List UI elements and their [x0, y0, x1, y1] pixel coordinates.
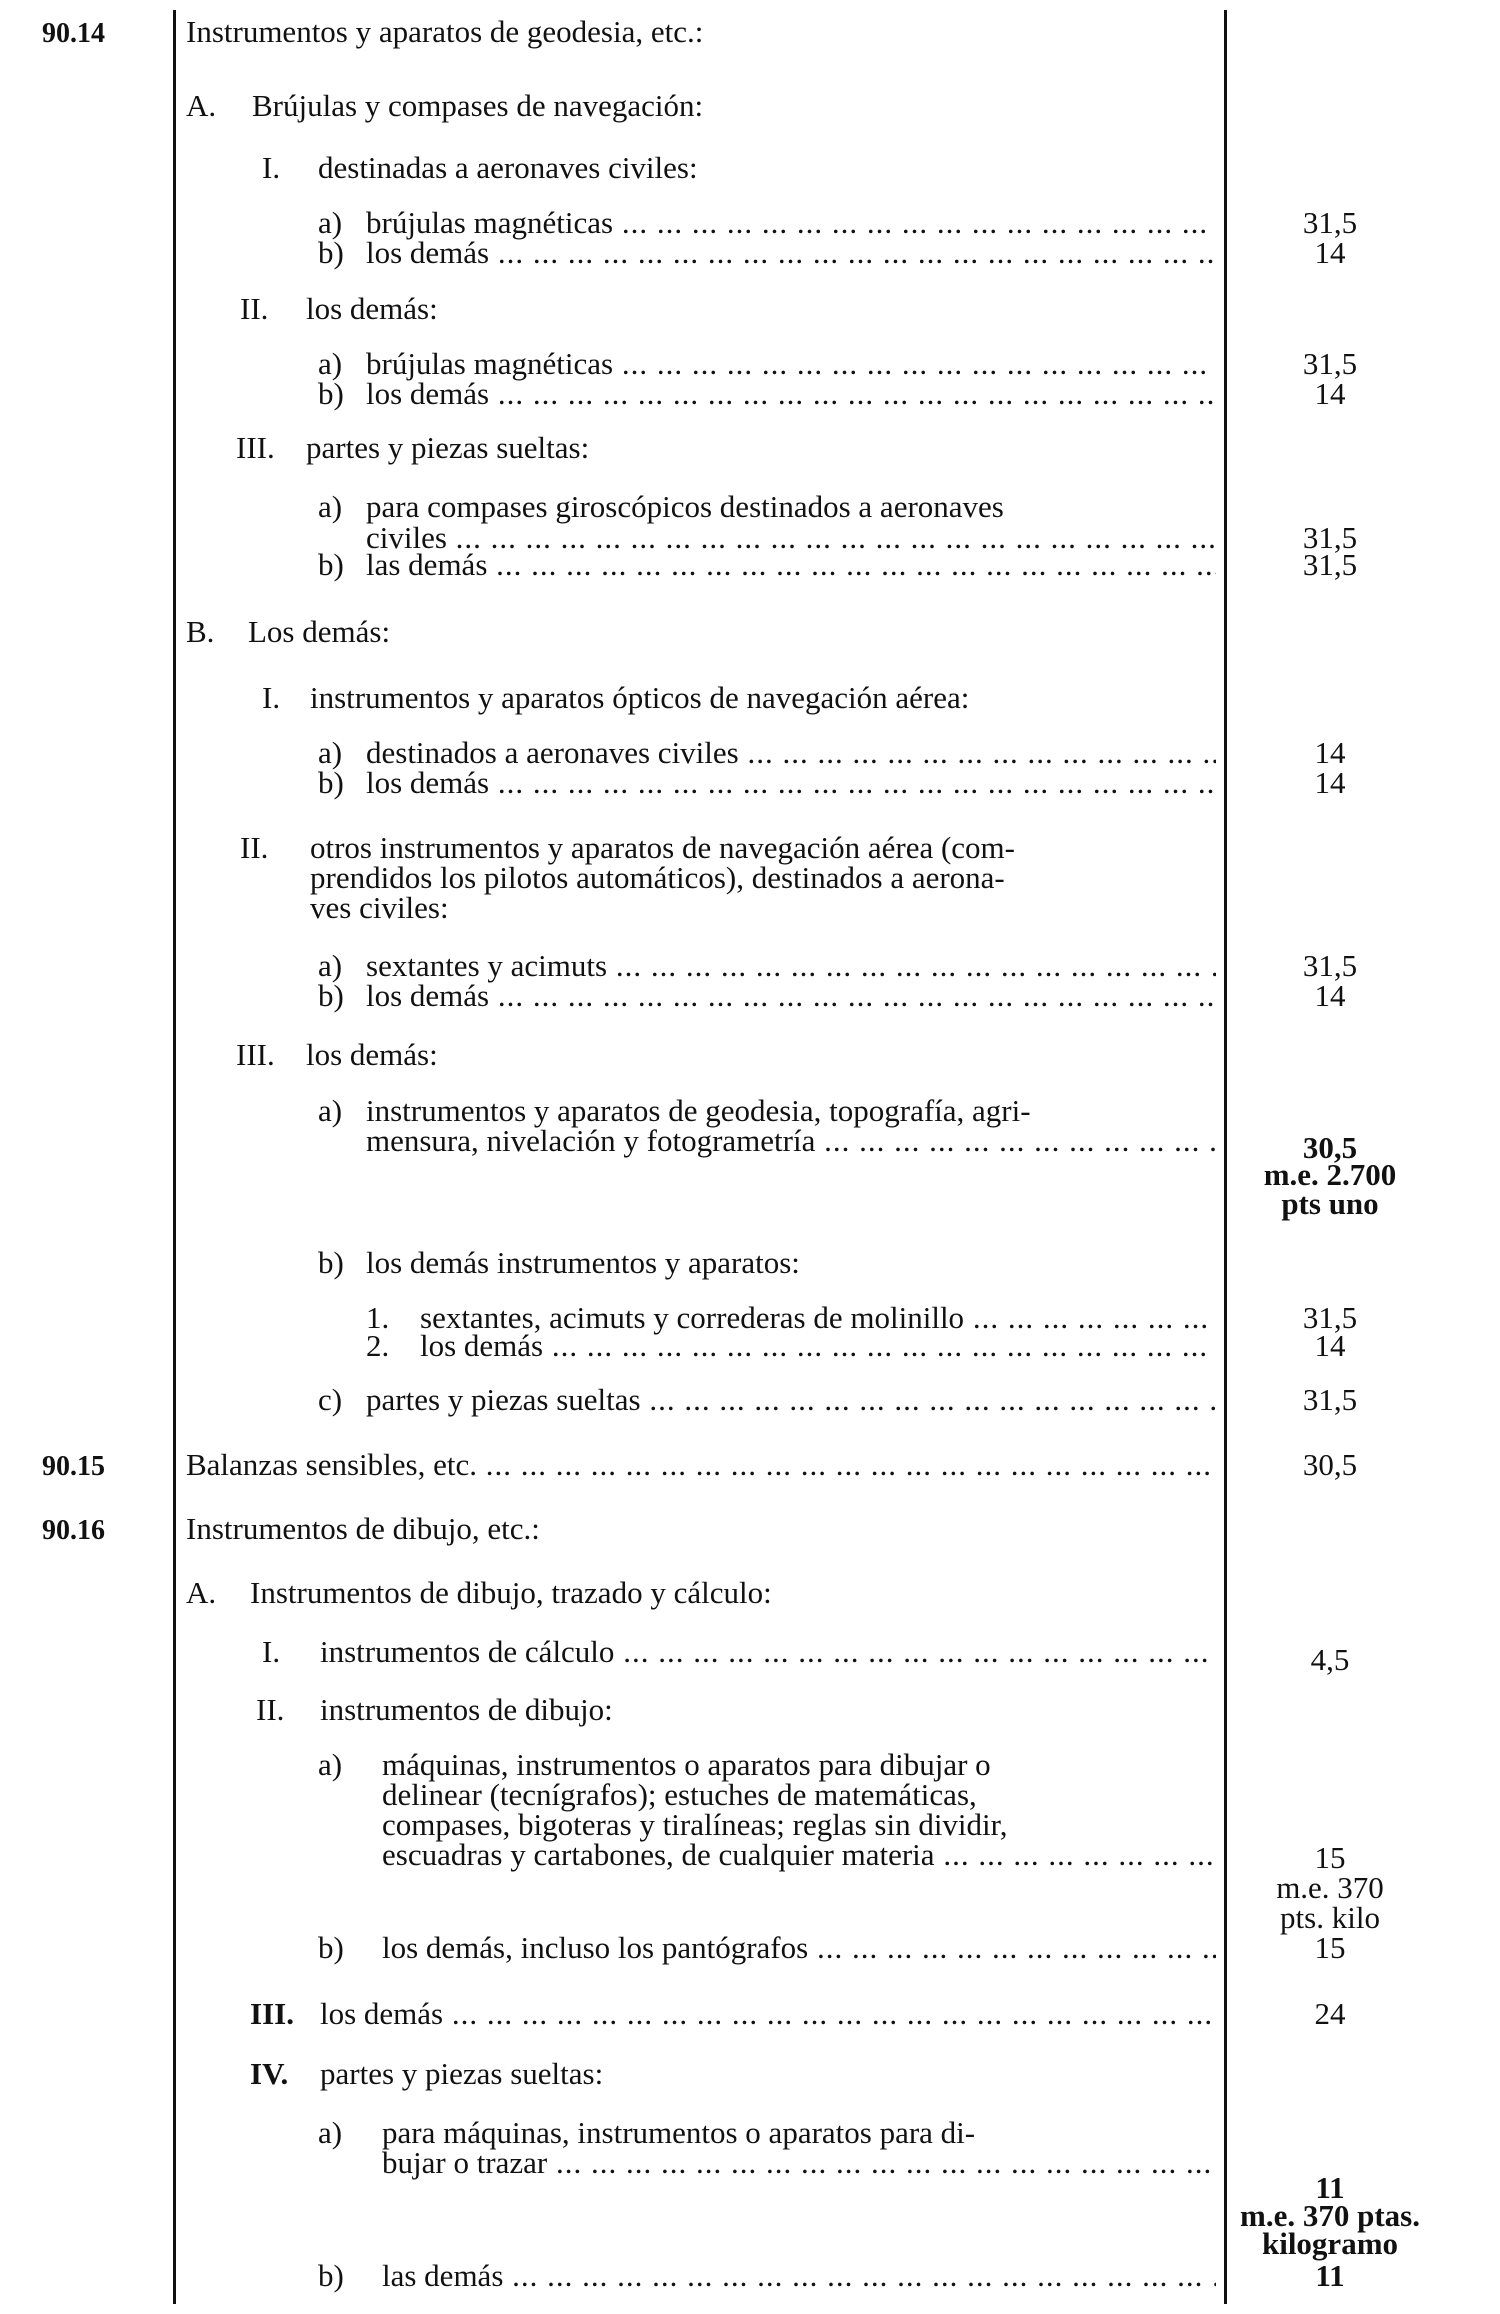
duty-rate: 31,5	[1302, 547, 1358, 582]
item-description: destinados a aeronaves civiles ... .	[366, 735, 1216, 771]
item-description: los demás, incluso los pantógrafos ... .	[382, 1930, 1216, 1966]
subsection-label: III.	[236, 430, 275, 465]
item-label: 1.	[366, 1300, 390, 1335]
item-description-line: instrumentos y aparatos de geodesia, topografía, agri-	[366, 1093, 1031, 1128]
item-description: instrumentos de cálculo ... .	[320, 1634, 1216, 1670]
item-description: las demás ... .	[366, 547, 1216, 583]
section-text: Los demás:	[248, 614, 391, 649]
heading-code: 90.15	[42, 1451, 105, 1482]
duty-rate: 14	[1314, 376, 1346, 411]
left-rule	[173, 10, 176, 2304]
duty-rate: 4,5	[1310, 1642, 1350, 1677]
item-label: a)	[318, 205, 343, 240]
subsection-text-line: otros instrumentos y aparatos de navegación aérea (com-	[310, 830, 1015, 865]
heading-text: Instrumentos de dibujo, etc.:	[186, 1511, 540, 1546]
item-description: los demás ... .	[366, 376, 1216, 412]
duty-rate: 31,5	[1302, 520, 1358, 555]
duty-rate: 30,5	[1302, 1447, 1358, 1482]
item-description: sextantes, acimuts y correderas de molinillo ... .	[420, 1300, 1216, 1336]
subsection-text: partes y piezas sueltas:	[320, 2056, 604, 2091]
duty-rate: 31,5	[1302, 346, 1358, 381]
heading-code: 90.14	[42, 18, 105, 49]
subsection-text: partes y piezas sueltas:	[306, 430, 590, 465]
subsection-label: I.	[262, 680, 281, 715]
duty-rate: 31,5	[1302, 948, 1358, 983]
duty-rate: 14	[1314, 1328, 1346, 1363]
minimum-charge: m.e. 2.700	[1263, 1157, 1397, 1192]
heading-code: 90.16	[42, 1515, 105, 1546]
item-description: los demás ... .	[366, 978, 1216, 1014]
item-description: los demás ... .	[366, 765, 1216, 801]
item-description: sextantes y acimuts ... .	[366, 948, 1216, 984]
minimum-charge: m.e. 370	[1276, 1870, 1384, 1905]
item-label: b)	[318, 765, 344, 800]
heading-text: Instrumentos y aparatos de geodesia, etc.:	[186, 14, 704, 49]
item-label: a)	[318, 1747, 343, 1782]
subsection-text: los demás:	[306, 1037, 438, 1072]
item-text: los demás instrumentos y aparatos:	[366, 1245, 800, 1280]
item-label: 2.	[366, 1328, 390, 1363]
section-text: Instrumentos de dibujo, trazado y cálculo:	[250, 1575, 772, 1610]
item-label: b)	[318, 547, 344, 582]
subsection-text-line: ves civiles:	[310, 890, 449, 925]
subsection-label: III.	[236, 1037, 275, 1072]
item-description-line: delinear (tecnígrafos); estuches de matemáticas,	[382, 1777, 977, 1812]
subsection-text-line: prendidos los pilotos automáticos), destinados a aerona-	[310, 860, 1005, 895]
item-description-line: máquinas, instrumentos o aparatos para dibujar o	[382, 1747, 991, 1782]
right-rule	[1224, 10, 1227, 2304]
subsection-label: II.	[240, 291, 269, 326]
subsection-text: destinadas a aeronaves civiles:	[318, 150, 698, 185]
item-description: bujar o trazar ... .	[382, 2145, 1216, 2181]
item-description: Balanzas sensibles, etc. ... .	[186, 1447, 1216, 1483]
item-description: las demás ... .	[382, 2258, 1216, 2294]
minimum-charge: m.e. 370 ptas.	[1240, 2198, 1420, 2233]
item-label: III.	[250, 1996, 294, 2031]
item-label: b)	[318, 2258, 344, 2293]
duty-rate: 11	[1315, 2258, 1345, 2293]
duty-rate: 14	[1314, 735, 1346, 770]
item-description: civiles ... .	[366, 520, 1216, 556]
minimum-charge-unit: kilogramo	[1261, 2226, 1399, 2261]
duty-rate: 14	[1314, 765, 1346, 800]
item-label: c)	[318, 1382, 343, 1417]
section-text: Brújulas y compases de navegación:	[252, 88, 704, 123]
section-label: A.	[186, 1575, 217, 1610]
item-description: los demás ... .	[366, 235, 1216, 271]
item-description: los demás ... .	[420, 1328, 1216, 1364]
duty-rate: 24	[1314, 1996, 1346, 2031]
duty-rate: 31,5	[1302, 1382, 1358, 1417]
minimum-charge-unit: pts. kilo	[1280, 1900, 1380, 1935]
item-description: brújulas magnéticas ... .	[366, 346, 1216, 382]
item-label: b)	[318, 235, 344, 270]
section-label: A.	[186, 88, 217, 123]
section-label: B.	[186, 614, 215, 649]
item-label: b)	[318, 1245, 344, 1280]
duty-rate: 31,5	[1302, 1300, 1358, 1335]
item-label: a)	[318, 1093, 343, 1128]
item-description-line: compases, bigoteras y tiralíneas; reglas sin dividir,	[382, 1807, 1008, 1842]
item-label: a)	[318, 489, 343, 524]
item-label: b)	[318, 376, 344, 411]
item-label: a)	[318, 948, 343, 983]
item-description-line: para compases giroscópicos destinados a aeronaves	[366, 489, 1004, 524]
duty-rate: 14	[1314, 235, 1346, 270]
item-description: escuadras y cartabones, de cualquier materia ... .	[382, 1837, 1216, 1873]
duty-rate: 11	[1315, 2170, 1345, 2205]
item-label: I.	[262, 1634, 281, 1669]
item-description: partes y piezas sueltas ... .	[366, 1382, 1216, 1418]
item-label: b)	[318, 978, 344, 1013]
subsection-text: instrumentos y aparatos ópticos de navegación aérea:	[310, 680, 970, 715]
duty-rate: 15	[1314, 1930, 1346, 1965]
item-description-line: para máquinas, instrumentos o aparatos para di-	[382, 2115, 976, 2150]
item-description: mensura, nivelación y fotogrametría ... .	[366, 1123, 1216, 1159]
item-label: a)	[318, 2115, 343, 2150]
duty-rate: 30,5	[1302, 1130, 1358, 1165]
item-label: a)	[318, 346, 343, 381]
subsection-label: IV.	[250, 2056, 289, 2091]
duty-rate: 31,5	[1302, 205, 1358, 240]
duty-rate: 14	[1314, 978, 1346, 1013]
item-label: b)	[318, 1930, 344, 1965]
subsection-label: I.	[262, 150, 281, 185]
duty-rate: 15	[1314, 1840, 1346, 1875]
item-description: los demás ... .	[320, 1996, 1216, 2032]
subsection-text: instrumentos de dibujo:	[320, 1692, 613, 1727]
subsection-label: II.	[240, 830, 269, 865]
subsection-text: los demás:	[306, 291, 438, 326]
subsection-label: II.	[256, 1692, 285, 1727]
minimum-charge-unit: pts uno	[1281, 1186, 1379, 1221]
item-description: brújulas magnéticas ... .	[366, 205, 1216, 241]
item-label: a)	[318, 735, 343, 770]
